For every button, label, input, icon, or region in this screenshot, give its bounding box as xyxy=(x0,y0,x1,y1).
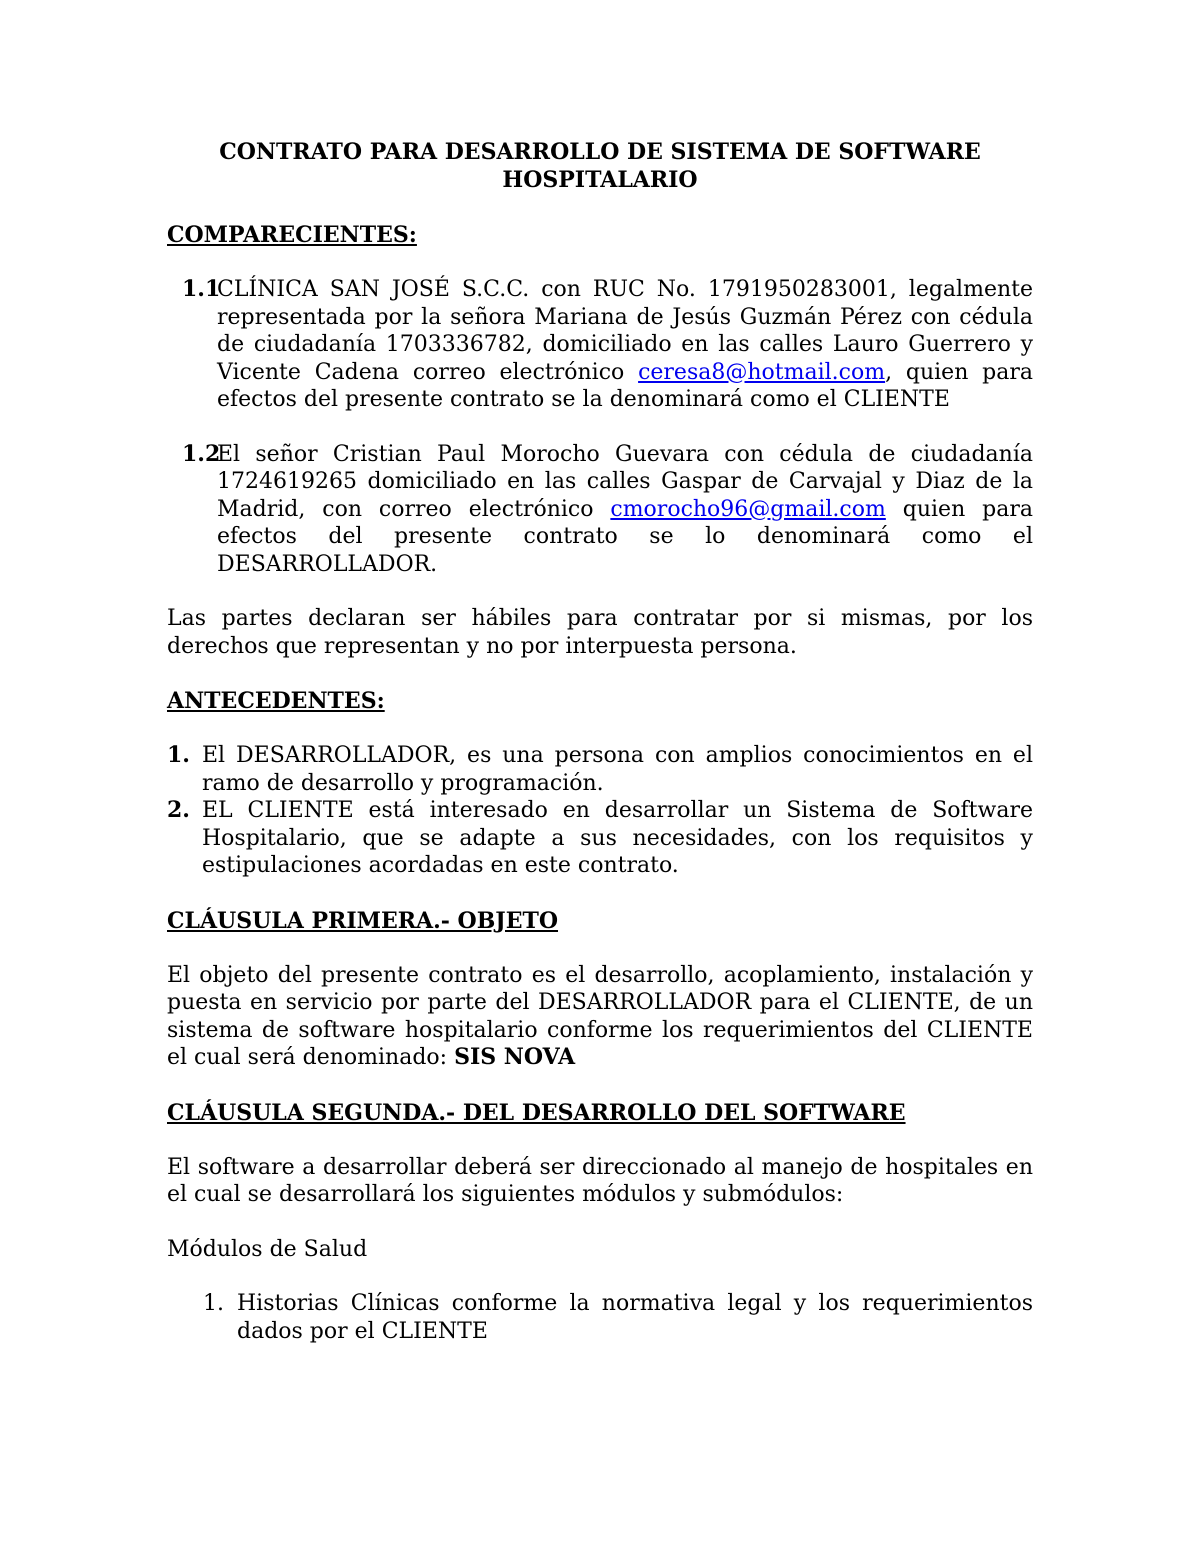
modulos-label: Módulos de Salud xyxy=(167,1236,368,1262)
party-text xyxy=(217,441,1033,579)
clausula-segunda-heading: CLÁUSULA SEGUNDA.- DEL DESARROLLO DEL SOFTWARE xyxy=(167,1099,906,1126)
modulo-item xyxy=(203,1290,1033,1345)
party-text-after: quien para efectos del presente contrato se lo denominará como el DESARROLLADOR. xyxy=(217,496,1033,577)
clausula-primera-heading: CLÁUSULA PRIMERA.- OBJETO xyxy=(167,907,559,934)
party-item-2 xyxy=(182,441,1033,579)
system-name: SIS NOVA xyxy=(454,1044,576,1070)
party-item-1 xyxy=(182,276,1033,414)
party-number: 1.2 xyxy=(182,440,221,467)
email-link[interactable]: ceresa8@hotmail.com xyxy=(638,359,886,385)
comparecientes-heading: COMPARECIENTES: xyxy=(167,222,417,248)
party-text xyxy=(217,276,1033,414)
list-text: EL CLIENTE está interesado en desarrollar un Sistema de Software Hospitalario, que se adapte a sus necesidades, con los requisitos y estipulaciones acordadas en este contrato. xyxy=(202,798,1033,878)
antecedentes-item xyxy=(167,797,1033,880)
email-link[interactable]: cmorocho96@gmail.com xyxy=(610,496,886,522)
list-text: El DESARROLLADOR, es una persona con amplios conocimientos en el ramo de desarrollo y programación. xyxy=(202,743,1033,796)
list-text: Historias Clínicas conforme la normativa legal y los requerimientos dados por el CLIENTE xyxy=(237,1291,1033,1344)
partes-paragraph: Las partes declaran ser hábiles para contratar por si mismas, por los derechos que representan y no por interpuesta persona. xyxy=(167,606,1033,659)
document-title-line1: CONTRATO PARA DESARROLLO DE SISTEMA DE SOFTWARE xyxy=(219,139,981,165)
list-number: 1. xyxy=(203,1291,224,1316)
antecedentes-item xyxy=(167,742,1033,797)
clausula-segunda-text: El software a desarrollar deberá ser direccionado al manejo de hospitales en el cual se desarrollará los siguientes módulos y submódulos: xyxy=(167,1154,1033,1207)
list-number: 1. xyxy=(167,742,190,768)
contract-page xyxy=(167,138,1033,1345)
antecedentes-heading: ANTECEDENTES: xyxy=(167,688,385,714)
party-text-before: CLÍNICA SAN JOSÉ S.C.C. con RUC No. 1791950283001, legalmente representada por la señora Mariana de Jesús Guzmán Pérez con cédula de ciudadanía 1703336782, domiciliado en las calles Lauro Guerrero y Vicente Cadena correo electrónico xyxy=(217,277,1033,385)
party-number: 1.1 xyxy=(182,276,221,302)
list-number: 2. xyxy=(167,797,190,823)
party-text-after: , quien para efectos del presente contrato se la denominará como el CLIENTE xyxy=(217,359,1033,412)
clausula-primera-text xyxy=(167,962,1033,1072)
party-text-before: El señor Cristian Paul Morocho Guevara con cédula de ciudadanía 1724619265 domiciliado en las calles Gaspar de Carvajal y Diaz de la Madrid, con correo electrónico xyxy=(217,441,1033,522)
document-title-line2: HOSPITALARIO xyxy=(502,167,698,193)
clausula-primera-body: El objeto del presente contrato es el desarrollo, acoplamiento, instalación y puesta en servicio por parte del DESARROLLADOR para el CLIENTE, de un sistema de software hospitalario conforme los requerimientos del CLIENTE el cual será denominado: xyxy=(167,962,1033,1070)
